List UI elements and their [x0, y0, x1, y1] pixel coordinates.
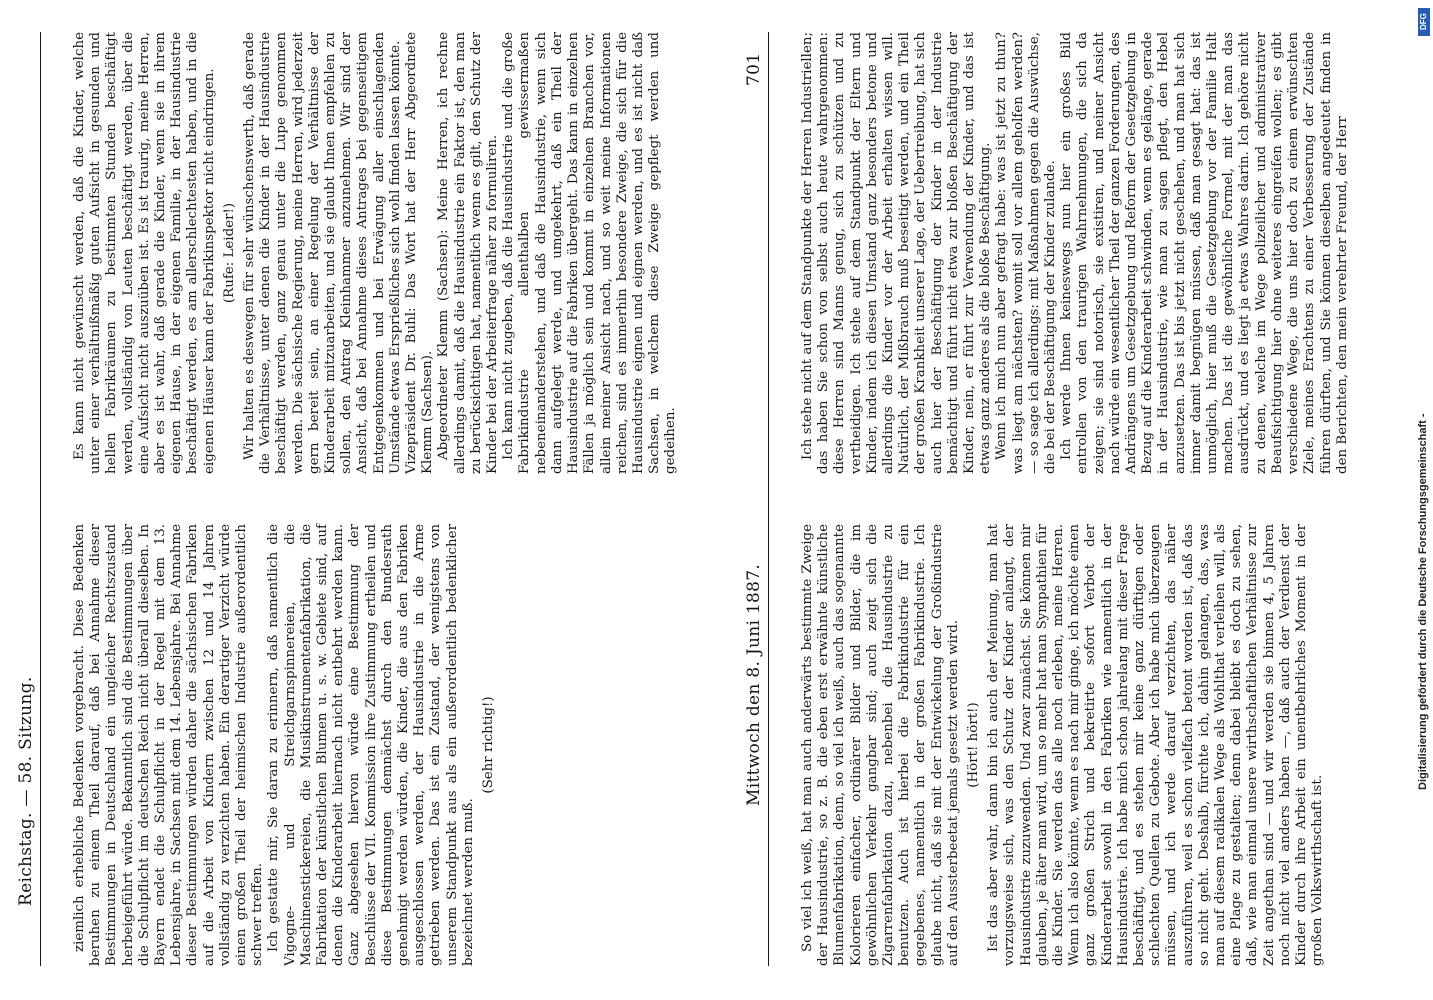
speaker-line: Vizepräsident Dr. Buhl: Das Wort hat der Herr Abgeordnete Klemm (Sachsen). — [404, 32, 436, 474]
running-head-right — [744, 32, 768, 966]
running-head-left — [16, 32, 40, 966]
credit-text: Digitalisierung gefördert durch die Deutsche Forschungsgemeinschaft - — [1417, 413, 1429, 790]
paragraph: Abgeordneter Klemm (Sachsen): Meine Herren, ich rechne allerdings damit, daß die Hausindustrie ein Faktor ist, den man zu berücksichtigen hat, namentlich wenn es gilt, den Schutz der Kinder bei der Arbeiterfrage näher zu formuliren. — [436, 32, 501, 474]
paragraph: Ist das aber wahr, dann bin ich auch der Meinung, man hat vorzugsweise sich, was den Schutz der Kinder anlangt, der Hausindustrie zuzuwenden. Und zwar zunächst. Sie können mir glauben, je älter man wird, um so mehr hat man Sympathien für die Kinder. Sie werden das alle noch erleben, meine Herren. Wenn ich also könnte, wenn es nach mir ginge, ich möchte einen ganz großen Strich und bekretirte sofort Verbot der Kinderarbeit sowohl in den Fabriken wie namentlich in der Hausindustrie. Ich habe mich schon jahrelang mit dieser Frage beschäftigt, und es stehen mir keine ganz dürftigen oder schlechten Quellen zu Gebote. Aber ich habe mich überzeugen müssen, und ich werde darauf verzichten, das näher auszuführen, weil es schon vielfach betont worden ist, daß das so nicht geht. Deshalb, fürchte ich, dahin gelangen, das, was man auf diesem radikalen Wege als Wohlthat verleihen will, als eine Plage zu gestalten; denn dabei bleibt es doch zu sehen, daß, wie man einmal unsere wirthschaftlichen Verhältnisse zur Zeit angethan sind — und wir werden sie binnen 4, 5 Jahren noch nicht viel anders haben —, daß auch der Verdienst der Kinder durch ihre Arbeit ein unentbehrliches Moment in der großen Volkswirthschaft ist. — [986, 524, 1326, 966]
page-number: 701 — [744, 52, 764, 86]
paragraph: Wir halten es deswegen für sehr wünschenswerth, daß gerade die Verhältnisse, unter denen die Kinder in der Hausindustrie beschäftigt werden, ganz genau unter die Lupe genommen werden. Die sächsische Regierung, meine Herren, wird jederzeit gern bereit sein, an einer Regelung der Verhältnisse der Kinderarbeit mitzuarbeiten, und sie glaubt Ihnen empfehlen zu sollen, den Antrag Kleinhammer anzunehmen. Wir sind der Ansicht, daß bei Annahme dieses Antrages bei gegenseitigem Entgegenkommen und bei Erwägung aller einschlagenden Umstände etwas Ersprießliches sich wohl finden lassen könnte. — [242, 32, 403, 474]
paragraph: Ich kann nicht zugeben, daß die Hausindustrie und die große Fabrikindustrie allenthalben gewissermaßen nebeneinanderstehen, und daß die Hausindustrie, wenn sich dann aufgelegt werde, und umgekehrt, daß ein Theil der Hausindustrie auf die Fabriken übergeht. Das kann in einzelnen Fällen ja möglich sein und kommt in einzelnen Branchen vor, allein meiner Ansicht nach, und so weit meine Informationen reichen, sind es immerhin besondere Zweige, die sich für die Hausindustrie eignen und eignen werden, und es ist nicht daß Sachsen, in welchem diese Zweige gepflegt werden und gedeihen. — [501, 32, 679, 474]
running-head-left-text: Reichstag. — 58. Sitzung. — [16, 676, 36, 906]
paragraph: Wenn ich mich nun aber gefragt habe: was ist jetzt zu thun? was liegt am nächsten? womit soll vor allem geholfen werden? — so sage ich allerdings: mit Maßnahmen gegen die Auswüchse, die bei der Beschäftigung der Kinder zulande. — [994, 32, 1059, 474]
right-page-column-a — [800, 524, 1400, 966]
dfg-logo-badge: DFG — [1418, 8, 1430, 36]
digitization-credit — [1416, 0, 1432, 1000]
header-rule-left — [40, 32, 41, 966]
interjection: (Hört! hört!) — [966, 702, 982, 788]
header-rule-right — [768, 32, 769, 966]
paragraph: So viel ich weiß, hat man auch anderwärts bestimmte Zweige der Hausindustrie, so z. B. die eben erst erwähnte künstliche Blumenfabrikation, denn, so viel ich weiß, auch das sogenannte Kolorieren einfacher, ordinärer Bilder und Bilder, die im gewöhnlichen Verkehr gangbar sind; auch zeigt sich die Zigarrenfabrikation dazu, nebenbei die Hausindustrie zu benutzen. Auch ist hierbei die Fabrikindustrie für ein gegebenes, namentlich in der großen Fabrikindustrie. Ich glaube nicht, daß sie mit der Entwickelung der Großindustrie auf den Aussterbeetat jemals gesetzt werden wird. — [800, 524, 961, 966]
paragraph: Ich gestatte mir, Sie daran zu erinnern, daß namentlich die Vigogne- und Streichgarnspinnereien, die Maschinenstickereien, die Musikinstrumentenfabrikation, die Fabrikation der künstlichen Blumen u. s. w. Gebiete sind, auf denen die Kinderarbeit hiernach nicht entbehrt werden kann. Ganz abgesehen hiervon würde eine Bestimmung der Beschlüsse der VII. Kommission ihre Zustimmung ertheilen und diese Bestimmungen demnächst durch den Bundesrath genehmigt werden würden, die Kinder, die aus den Fabriken ausgeschlossen werden, der Hausindustrie in die Arme getrieben werden. Das ist ein Zustand, der wenigstens von unserem Standpunkt aus als ein außerordentlich bedenklicher bezeichnet werden muß. — [266, 524, 476, 966]
running-head-center-text: Mittwoch den 8. Juni 1887. — [744, 563, 764, 806]
interjection: (Rufe: Leider!) — [221, 202, 237, 304]
paragraph: Es kann nicht gewünscht werden, daß die Kinder, welche unter einer verhältnißmäßig guten Aufsicht in gesunden und hellen Fabrikräumen zu bestimmten Stunden beschäftigt werden, vollständig von Leuten beschäftigt werden, über die eine Aufsicht nicht auszuüben ist. Es ist traurig, meine Herren, aber es ist wahr, daß gerade die Kinder, wenn sie in ihrem eigenen Hause, in der eigenen Familie, in der Hausindustrie beschäftigt werden, es am allerschlechtesten haben, und in die eigenen Häuser kann der Fabrikinspektor nicht eindringen. — [72, 32, 217, 474]
left-page-column-a — [72, 524, 512, 966]
paragraph: Ich stehe nicht auf dem Standpunkte der Herren Industriellen; das haben Sie schon von selbst auch heute wahrgenommen: diese Herren sind Manns genug, sich zu schützen und zu vertheidigen. Ich stehe auf dem Standpunkt der Eltern und Kinder, indem ich diesen Umstand ganz besonders betone und allerdings die Kinder vor der Arbeit erhalten wissen will. Natürlich, der Mißbrauch muß beseitigt werden, und ein Theil der großen Krankheit unserer Lage, der Uebertreibung, hat sich auch hier der Beschäftigung der Kinder in der Industrie bemächtigt und führt nicht etwa zur bloßen Beschäftigung der Kinder, nein, er führt zur Verwendung der Kinder, und das ist etwas ganz anderes als die bloße Beschäftigung. — [800, 32, 994, 474]
interjection: (Sehr richtig!) — [481, 696, 497, 794]
paragraph: Ich werde Ihnen keineswegs nun hier ein großes Bild entrollen von den traurigen Wahrnehmungen, die sich da zeigen; sie sind notorisch, sie existiren, und meiner Ansicht nach würde ein wesentlicher Theil der ganzen Forderungen, des Andrängens um Gesetzgebung und Reform der Gesetzgebung in Bezug auf die Kinderarbeit schwinden, wenn es gelänge, gerade in der Hausindustrie, wie man zu sagen pflegt, den Hebel anzusetzen. Das ist bis jetzt nicht geschehen, und man hat sich immer damit begnügen müssen, daß man gesagt hat: das ist unmöglich, hier muß die Gesetzgebung vor der Familie Halt machen. Das ist die gewöhnliche Formel, mit der man das ausdrückt, und es liegt ja etwas Wahres darin. Ich gehöre nicht zu denen, welche im Wege polizeilicher und administrativer Beaufsichtigung hier ohne weiteres eingreifen wollen; es gibt verschiedene Wege, die uns hier doch zu einem erwünschten Ziele, meines Erachtens zu einer Verbesserung der Zustände führen dürften, und Sie können dieselben angedeutet finden in den Berichten, den mein verehrter Freund, der Herr — [1059, 32, 1350, 474]
right-page-column-b — [800, 32, 1400, 474]
left-page-column-b — [72, 32, 679, 474]
paragraph: ziemlich erhebliche Bedenken vorgebracht. Diese Bedenken beruhen zu einem Theil darauf, daß bei Annahme dieser Bestimmungen in Deutschland ein ungleicher Rechtszustand herbeigeführt würde. Bekanntlich sind die Bestimmungen über die Schulpflicht im deutschen Reich nicht überall dieselben. In Bayern endet die Schulpflicht in der Regel mit dem 13. Lebensjahre, in Sachsen mit dem 14. Lebensjahre. Bei Annahme dieser Bestimmungen würden daher die sächsischen Fabriken auf die Arbeit von Kindern zwischen 12 und 14 Jahren vollständig zu verzichten haben. Ein derartiger Verzicht würde einen großen Theil der heimischen Industrie außerordentlich schwer treffen. — [72, 524, 266, 966]
